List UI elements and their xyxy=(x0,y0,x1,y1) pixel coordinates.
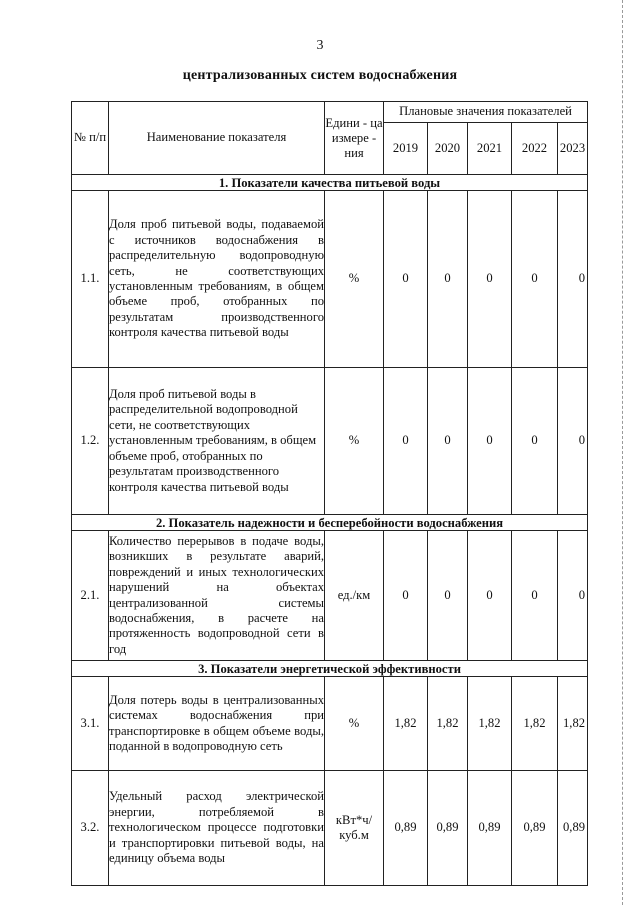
row-value: 1,82 xyxy=(512,677,558,771)
header-year: 2021 xyxy=(468,123,512,175)
row-name: Доля потерь воды в централизованных системах водоснабжения при транспортировке в общем объеме воды, поданной в водопроводную сеть xyxy=(109,677,325,771)
row-unit: ед./км xyxy=(325,531,384,661)
row-value: 1,82 xyxy=(428,677,468,771)
document-title: централизованных систем водоснабжения xyxy=(182,68,458,83)
row-unit: % xyxy=(325,677,384,771)
row-value: 0,89 xyxy=(384,771,428,886)
section-row xyxy=(72,175,588,191)
margin-line xyxy=(622,0,623,905)
row-name: Доля проб питьевой воды, подаваемой с источников водоснабжения в распределительную водопроводную сеть, не соответствующих установленным требованиям, в общем объеме проб, отобранных по результатам производственного контроля качества питьевой воды xyxy=(109,191,325,368)
row-value: 0 xyxy=(558,191,588,368)
row-value: 0 xyxy=(512,191,558,368)
row-value: 0 xyxy=(558,531,588,661)
row-unit: % xyxy=(325,191,384,368)
table-row xyxy=(72,771,588,886)
row-name: Удельный расход электрической энергии, потребляемой в технологическом процессе подготовки и транспортировки питьевой воды, на единицу объема воды xyxy=(109,771,325,886)
row-num: 3.1. xyxy=(72,677,109,771)
section-row xyxy=(72,661,588,677)
row-value: 1,82 xyxy=(384,677,428,771)
row-value: 0,89 xyxy=(428,771,468,886)
section-title: 2. Показатель надежности и бесперебойности водоснабжения xyxy=(72,515,588,531)
table-row xyxy=(72,191,588,368)
row-value: 0 xyxy=(468,191,512,368)
row-value: 0 xyxy=(384,368,428,515)
header-year: 2019 xyxy=(384,123,428,175)
header-plan: Плановые значения показателей xyxy=(384,102,588,123)
header-name: Наименование показателя xyxy=(109,102,325,175)
row-num: 1.2. xyxy=(72,368,109,515)
row-value: 0,89 xyxy=(512,771,558,886)
row-value: 1,82 xyxy=(468,677,512,771)
row-value: 0 xyxy=(384,531,428,661)
table-row xyxy=(72,368,588,515)
page-number: 3 xyxy=(316,38,324,53)
table-row xyxy=(72,677,588,771)
row-value: 0,89 xyxy=(468,771,512,886)
row-value: 0 xyxy=(468,531,512,661)
row-value: 0 xyxy=(384,191,428,368)
row-unit: % xyxy=(325,368,384,515)
section-title: 3. Показатели энергетической эффективности xyxy=(72,661,588,677)
row-name: Доля проб питьевой воды в распределительной водопроводной сети, не соответствующих установленным требованиям, в общем объеме проб, отобранных по результатам производственного контроля качества питьевой воды xyxy=(109,368,325,515)
row-value: 0 xyxy=(428,368,468,515)
row-value: 0 xyxy=(428,191,468,368)
row-num: 3.2. xyxy=(72,771,109,886)
row-value: 0 xyxy=(428,531,468,661)
row-value: 0,89 xyxy=(558,771,588,886)
row-value: 0 xyxy=(512,368,558,515)
section-title: 1. Показатели качества питьевой воды xyxy=(72,175,588,191)
row-name: Количество перерывов в подаче воды, возникших в результате аварий, повреждений и иных технологических нарушений на объектах централизованной системы водоснабжения, в расчете на протяженность водопроводной сети в год xyxy=(109,531,325,661)
row-value: 1,82 xyxy=(558,677,588,771)
row-num: 2.1. xyxy=(72,531,109,661)
row-value: 0 xyxy=(468,368,512,515)
header-num: № п/п xyxy=(72,102,109,175)
section-row xyxy=(72,515,588,531)
row-value: 0 xyxy=(512,531,558,661)
table-row xyxy=(72,531,588,661)
header-row xyxy=(72,102,588,123)
header-unit: Едини - ца измере - ния xyxy=(325,102,384,175)
header-year: 2023 xyxy=(558,123,588,175)
header-year: 2022 xyxy=(512,123,558,175)
row-num: 1.1. xyxy=(72,191,109,368)
row-value: 0 xyxy=(558,368,588,515)
header-year: 2020 xyxy=(428,123,468,175)
row-unit: кВт*ч/ куб.м xyxy=(325,771,384,886)
indicators-table xyxy=(71,101,588,886)
